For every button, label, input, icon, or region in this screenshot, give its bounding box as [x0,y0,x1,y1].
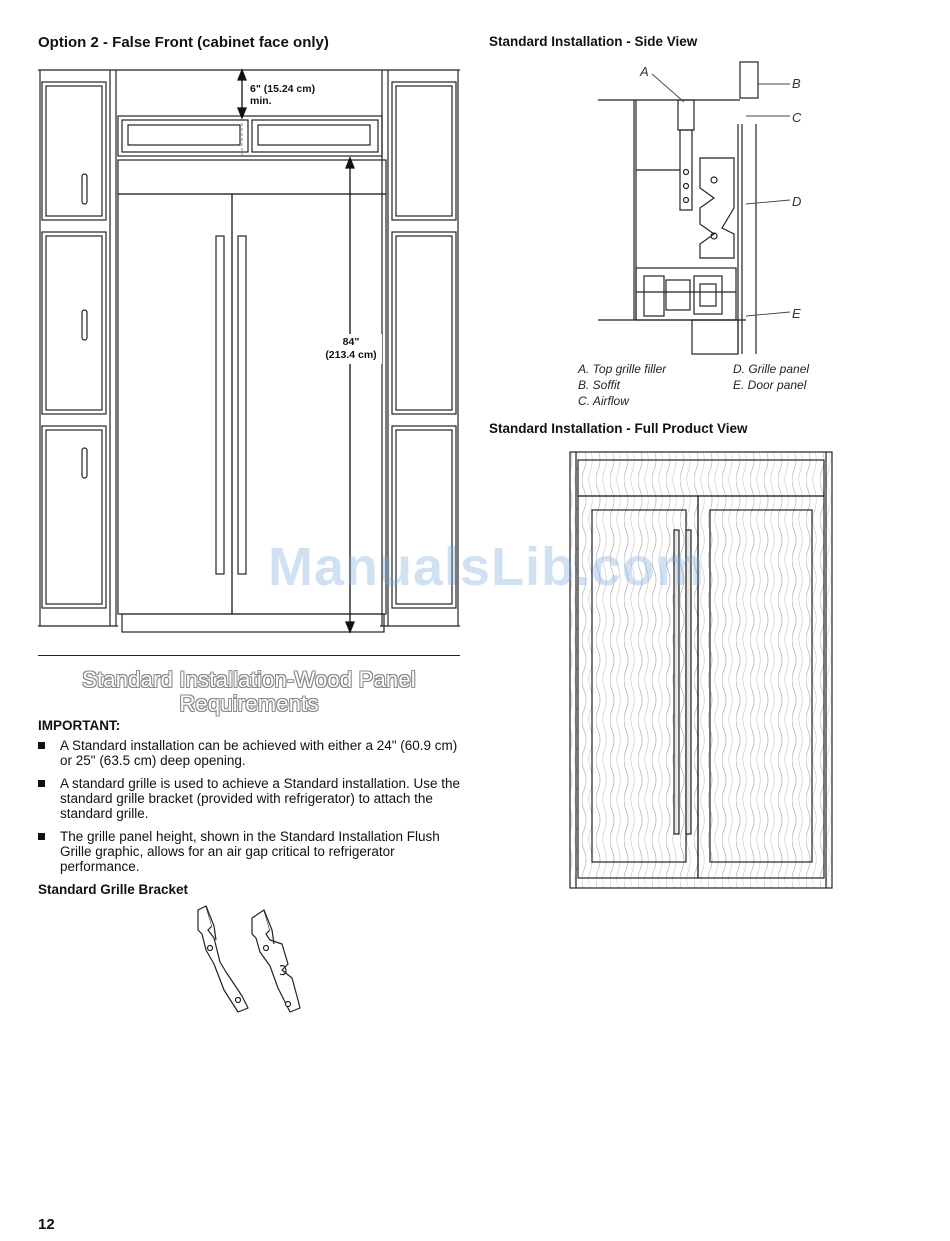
legend-item-e: E. Door panel [733,378,807,392]
full-product-illustration [568,450,834,892]
list-item: The grille panel height, shown in the Standard Installation Flush Grille graphic, allows for an air gap critical to refrigerator performance. [36,829,462,874]
legend-item-c: C. Airflow [578,394,629,408]
section-heading-line2: Requirements [179,691,319,716]
legend-col-1 [578,361,666,409]
legend-item-a: A. Top grille filler [578,362,667,376]
legend-item-d: D. Grille panel [733,362,810,376]
side-view-title: Standard Installation - Side View [489,34,698,49]
requirements-list [36,738,462,882]
legend-item-b: B. Soffit [578,378,621,392]
callout-b: B [792,76,801,91]
dim-top-label: 6" (15.24 cm) [250,83,316,95]
dim-height-cm: (213.4 cm) [325,349,377,361]
dim-top-min: min. [250,95,272,107]
option-title: Option 2 - False Front (cabinet face only) [38,34,329,51]
section-divider [38,655,460,656]
full-view-title: Standard Installation - Full Product View [489,421,748,436]
section-heading-line1: Standard Installation-Wood Panel [82,667,416,692]
grille-bracket-illustration [190,904,310,1016]
list-item: A standard grille is used to achieve a Standard installation. Use the standard grille bracket (provided with refrigerator) to attach the standard grille. [36,776,462,821]
callout-c: C [792,110,802,125]
callout-e: E [792,306,801,321]
bracket-title: Standard Grille Bracket [38,882,189,897]
callout-d: D [792,194,802,209]
callout-a: A [640,64,649,79]
dim-height-label: 84" [342,336,360,348]
page-number: 12 [38,1216,55,1233]
watermark: ManualsLib.com [268,537,706,597]
legend-col-2 [733,361,809,393]
list-item: A Standard installation can be achieved with either a 24" (60.9 cm) or 25" (63.5 cm) deep opening. [36,738,462,768]
section-heading [38,668,460,716]
important-label: IMPORTANT: [38,718,121,733]
side-view-illustration [596,58,816,358]
